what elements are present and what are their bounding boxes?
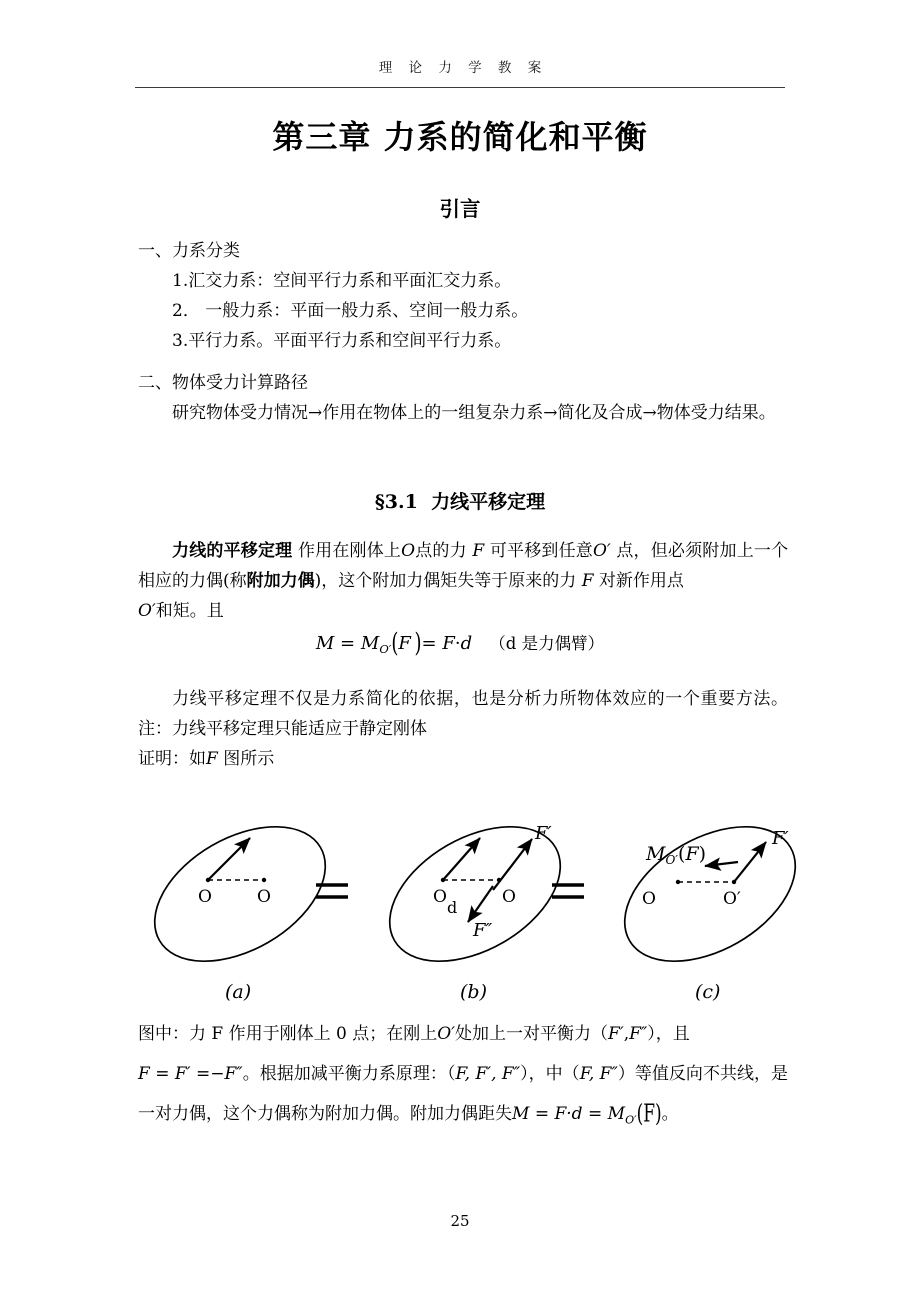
figexp2-Fd: F·d <box>554 1104 583 1124</box>
section-heading <box>0 487 920 514</box>
intro-item-1-label: 一、力系分类 <box>138 241 240 261</box>
note-line-2 <box>138 744 788 774</box>
figexp2-M: M <box>512 1104 530 1124</box>
label-Fprime-c: F′ <box>772 828 789 849</box>
figure-explanation-line-1 <box>138 1014 788 1054</box>
figexp2-F: F <box>138 1064 150 1084</box>
figure-panel-c <box>601 812 818 1003</box>
caption-a: (a) <box>225 981 252 1003</box>
formula-paren-open: ( <box>391 628 399 659</box>
figexp-text-c: ），且 <box>647 1024 690 1044</box>
formula-M-sub: M <box>360 633 380 654</box>
running-header <box>135 56 785 76</box>
figexp2-text-b: ），中（ <box>520 1064 580 1084</box>
intro-path-block <box>138 368 788 428</box>
formula-M-subscript: O′ <box>379 642 392 656</box>
theorem-name: 力线的平移定理 <box>172 541 293 561</box>
figexp2-set-2: F, F″ <box>579 1064 618 1084</box>
theorem-force-F-2: F <box>581 571 594 591</box>
theorem-point-O-prime-2: O′ <box>138 601 156 621</box>
theorem-added-couple: 附加力偶 <box>246 571 315 591</box>
figexp-text-a: 图中：力 F 作用于刚体上 0 点；在刚上 <box>138 1024 438 1044</box>
intro-item-2-label: 二、物体受力计算路径 <box>138 373 308 393</box>
figexp-comma: , <box>623 1024 630 1044</box>
label-d-b: d <box>447 898 458 917</box>
formula-equals-1: = <box>340 633 356 654</box>
intro-item-1-sub-1: 1.汇交力系：空间平行力系和平面汇交力系。 <box>172 271 512 291</box>
formula-annotation: （d 是力偶臂） <box>489 634 605 653</box>
figexp2-period: 。 <box>661 1104 679 1124</box>
figexp2-Fprime: F′ <box>174 1064 191 1084</box>
label-moment-c: $M_{O'}(F)$ <box>646 843 707 867</box>
figexp-O-prime: O′ <box>437 1024 456 1044</box>
figexp-Fprime: F′ <box>608 1024 624 1044</box>
theorem-point-O: O <box>401 541 416 561</box>
label-Fprime-b: F′ <box>535 823 552 844</box>
figexp2-MO: M <box>607 1104 626 1124</box>
caption-b: (b) <box>460 981 487 1003</box>
figexp2-eq1: = <box>155 1064 170 1084</box>
intro-list-block <box>138 236 788 356</box>
figexp-Fdprime: F″ <box>629 1024 648 1044</box>
page-number: 25 <box>450 1212 470 1230</box>
label-O-prime-c: O′ <box>723 889 741 909</box>
figure-panel-a <box>140 812 349 1003</box>
page-title: 第三章 力系的简化和平衡 <box>272 118 648 156</box>
intro-item-1-sub-2: 2． 一般力系：平面一般力系、空间一般力系。 <box>172 301 529 321</box>
theorem-text-7: 和矩。且 <box>155 601 224 621</box>
figexp2-minus: − <box>210 1064 225 1084</box>
label-O-b: O <box>433 887 447 907</box>
formula-F: F <box>442 633 455 654</box>
force-translation-figure <box>140 812 820 1010</box>
intro-item-2-body: 研究物体受力情况→作用在物体上的一组复杂力系→简化及合成→物体受力结果。 <box>172 403 776 423</box>
theorem-paragraph <box>138 536 788 626</box>
figexp2-set-1: F, F′, F″ <box>455 1064 521 1084</box>
label-O-a: O <box>198 887 212 907</box>
theorem-text-1: 作用在刚体上 <box>297 541 402 561</box>
force-arrow-b-Fdprime <box>468 886 493 922</box>
intro-item-1-sub-3: 3.平行力系。平面平行力系和空间平行力系。 <box>172 331 512 351</box>
figure-explanation <box>138 1014 788 1140</box>
point-O-prime-a <box>262 878 266 882</box>
note-line-1: 力线平移定理不仅是力系简化的依据，也是分析力所物体效应的一个重要方法。注：力线平移定理只能适应于静定刚体 <box>138 689 788 739</box>
note-proof-suffix: 图所示 <box>223 749 275 769</box>
theorem-force-F: F <box>472 541 485 561</box>
formula-d: d <box>460 633 473 654</box>
figure-explanation-line-2 <box>138 1054 788 1140</box>
header-divider <box>135 87 785 88</box>
theorem-text-3: 可平移到任意 <box>489 541 593 561</box>
force-arrow-c-Fprime <box>734 842 766 882</box>
theorem-point-O-prime: O′ <box>592 541 611 561</box>
figexp2-eq3: = <box>534 1104 550 1124</box>
theorem-text-4: 点，但必须附加上一个相应的力偶(称 <box>138 541 789 591</box>
figexp2-eq2: = <box>196 1064 211 1084</box>
note-proof-prefix: 证明：如 <box>138 749 206 769</box>
rigid-body-ellipse-a <box>140 812 349 989</box>
figexp2-eq4: = <box>587 1104 603 1124</box>
label-O-c: O <box>642 889 656 909</box>
formula-M: M <box>315 633 335 654</box>
formula-F-arg: F <box>398 633 411 654</box>
theorem-text-6: 对新作用点 <box>598 571 684 591</box>
figexp2-MO-sub: O′ <box>625 1113 637 1127</box>
theorem-text-2: 点的力 <box>415 541 467 561</box>
note-paragraph <box>138 684 788 774</box>
caption-c: (c) <box>695 981 721 1003</box>
formula-paren-close: ) <box>414 628 422 659</box>
moment-arrow-c <box>705 862 738 866</box>
force-arrow-b-Fprime <box>493 839 532 890</box>
intro-heading: 引言 <box>439 197 481 221</box>
point-O-c <box>676 880 680 884</box>
figexp2-MO-arg: (F) <box>636 1099 662 1129</box>
section-title: 力线平移定理 <box>431 491 546 513</box>
figexp2-text-a: 。根据加减平衡力系原理：（ <box>242 1064 456 1084</box>
moment-formula <box>0 628 920 659</box>
figure-panel-b <box>366 812 583 1003</box>
formula-equals-2: = <box>421 633 437 654</box>
note-proof-F: F <box>206 749 218 769</box>
label-O-prime-b: O <box>502 887 516 907</box>
figexp-text-b: 处加上一对平衡力（ <box>455 1024 609 1044</box>
section-number: §3.1 <box>374 491 418 513</box>
figexp2-text-c: ）等值反向不共线，是一对力偶，这个力偶称为附加力偶。附加力偶距失 <box>138 1064 789 1124</box>
formula-dot: · <box>454 633 461 654</box>
label-O-prime-a: O <box>257 887 271 907</box>
figexp2-Fdprime: F″ <box>224 1064 243 1084</box>
running-header-text: 理 论 力 学 教 案 <box>378 60 548 76</box>
label-Fdprime-b: F″ <box>473 920 493 941</box>
theorem-text-5: )，这个附加力偶矩失等于原来的力 <box>314 571 577 591</box>
